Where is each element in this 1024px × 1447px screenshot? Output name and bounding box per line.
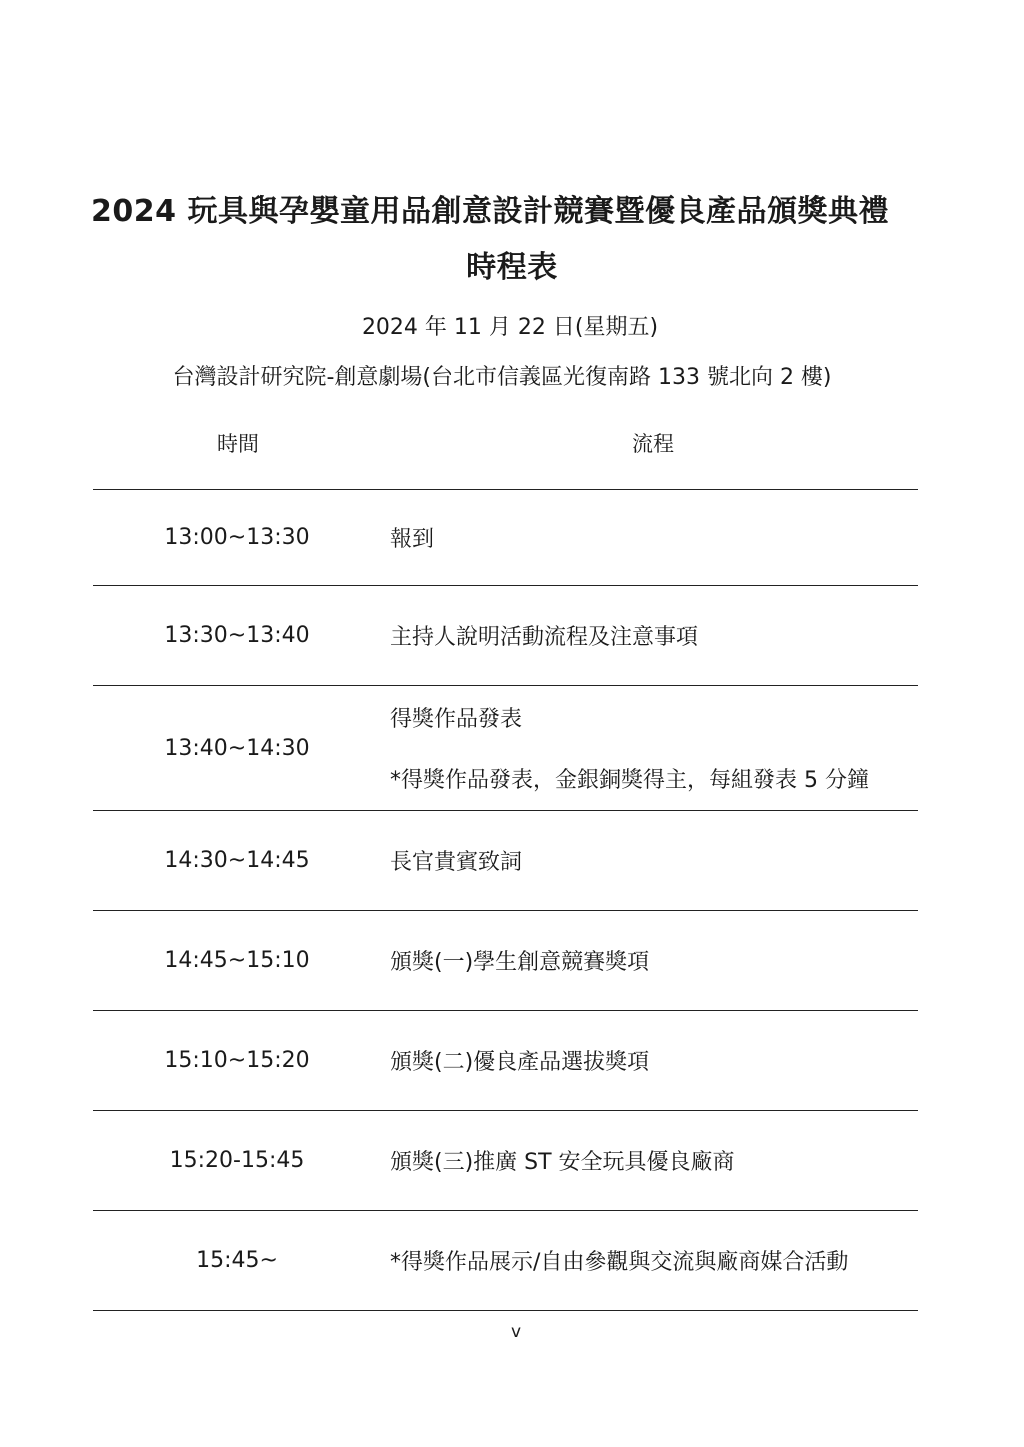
table-header [93,428,918,460]
table-row [93,811,918,911]
row-flow [390,1011,918,1110]
table-row [93,490,918,586]
row-flow-item: 頒獎(三)推廣 ST 安全玩具優良廠商 [390,1150,735,1175]
row-flow-item: 頒獎(一)學生創意競賽獎項 [390,950,650,975]
row-flow-item: *得獎作品展示/自由參觀與交流與廠商媒合活動 [390,1250,849,1275]
row-time: 14:30~14:45 [164,848,310,873]
row-time: 13:30~13:40 [164,623,310,648]
row-time: 15:10~15:20 [164,1048,310,1073]
event-venue: 台灣設計研究院-創意劇場(台北市信義區光復南路 133 號北向 2 樓) [172,365,832,390]
table-row [93,1011,918,1111]
table-row [93,586,918,686]
row-flow-item: 報到 [390,527,435,552]
row-time: 14:45~15:10 [164,948,310,973]
column-header-time: 時間 [217,432,259,456]
page-footer-mark: v [510,1322,522,1342]
row-time: 13:00~13:30 [164,525,310,550]
table-row [93,1211,918,1311]
row-flow [390,686,918,810]
row-flow [390,811,918,910]
row-time: 13:40~14:30 [164,735,310,761]
row-flow-note: *得獎作品發表，金銀銅獎得主，每組發表 5 分鐘 [390,768,869,793]
column-header-flow: 流程 [632,432,674,456]
row-time: 15:45~ [196,1248,278,1273]
event-title: 2024 玩具與孕嬰童用品創意設計競賽暨優良產品頒獎典禮 [91,194,889,229]
schedule-title: 時程表 [466,250,558,285]
row-flow-item: 長官貴賓致詞 [390,850,523,875]
row-flow-item: 得獎作品發表 [390,707,523,732]
table-row [93,686,918,811]
row-flow [390,490,918,585]
schedule-table [93,489,918,1311]
row-flow [390,586,918,685]
row-time: 15:20-15:45 [169,1148,305,1173]
table-row [93,911,918,1011]
row-flow [390,1111,918,1210]
row-flow-item: 頒獎(二)優良產品選拔獎項 [390,1050,650,1075]
table-row [93,1111,918,1211]
event-date: 2024 年 11 月 22 日(星期五) [361,315,659,340]
row-flow [390,911,918,1010]
row-flow-item: 主持人說明活動流程及注意事項 [390,625,699,650]
row-flow [390,1211,918,1310]
